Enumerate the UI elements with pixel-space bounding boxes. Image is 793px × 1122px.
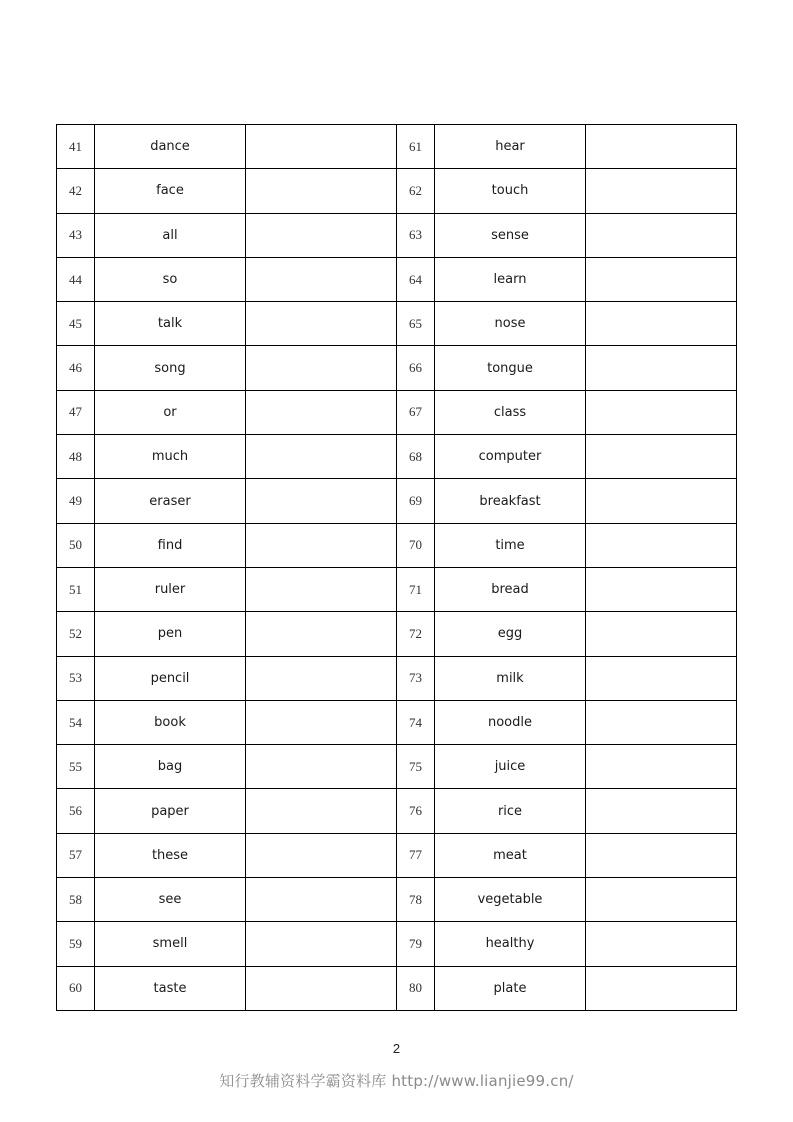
vocabulary-word: breakfast — [435, 479, 586, 523]
answer-blank — [246, 745, 397, 789]
answer-blank — [586, 656, 737, 700]
answer-blank — [246, 479, 397, 523]
table-row — [57, 612, 737, 656]
item-number: 72 — [397, 612, 435, 656]
table-row — [57, 878, 737, 922]
vocabulary-word: so — [95, 257, 246, 301]
answer-blank — [586, 745, 737, 789]
item-number: 66 — [397, 346, 435, 390]
vocabulary-word: face — [95, 169, 246, 213]
answer-blank — [586, 125, 737, 169]
item-number: 59 — [57, 922, 95, 966]
vocabulary-word: computer — [435, 435, 586, 479]
answer-blank — [586, 213, 737, 257]
answer-blank — [246, 125, 397, 169]
table-row — [57, 435, 737, 479]
answer-blank — [586, 833, 737, 877]
item-number: 55 — [57, 745, 95, 789]
answer-blank — [586, 479, 737, 523]
vocabulary-word: paper — [95, 789, 246, 833]
answer-blank — [246, 656, 397, 700]
answer-blank — [246, 257, 397, 301]
answer-blank — [586, 700, 737, 744]
item-number: 45 — [57, 302, 95, 346]
answer-blank — [586, 435, 737, 479]
item-number: 67 — [397, 390, 435, 434]
item-number: 41 — [57, 125, 95, 169]
item-number: 52 — [57, 612, 95, 656]
vocabulary-word: milk — [435, 656, 586, 700]
item-number: 50 — [57, 523, 95, 567]
table-row — [57, 567, 737, 611]
item-number: 68 — [397, 435, 435, 479]
item-number: 71 — [397, 567, 435, 611]
vocabulary-word: touch — [435, 169, 586, 213]
answer-blank — [586, 878, 737, 922]
answer-blank — [586, 567, 737, 611]
vocabulary-word: class — [435, 390, 586, 434]
vocabulary-word: egg — [435, 612, 586, 656]
vocabulary-word: all — [95, 213, 246, 257]
answer-blank — [246, 878, 397, 922]
answer-blank — [246, 612, 397, 656]
vocabulary-word: eraser — [95, 479, 246, 523]
item-number: 79 — [397, 922, 435, 966]
table-row — [57, 833, 737, 877]
vocabulary-word: sense — [435, 213, 586, 257]
item-number: 80 — [397, 966, 435, 1010]
item-number: 64 — [397, 257, 435, 301]
vocabulary-word: talk — [95, 302, 246, 346]
answer-blank — [586, 922, 737, 966]
answer-blank — [246, 523, 397, 567]
vocabulary-word: time — [435, 523, 586, 567]
item-number: 60 — [57, 966, 95, 1010]
vocabulary-word: nose — [435, 302, 586, 346]
table-row — [57, 656, 737, 700]
vocabulary-word: taste — [95, 966, 246, 1010]
answer-blank — [246, 435, 397, 479]
item-number: 46 — [57, 346, 95, 390]
item-number: 63 — [397, 213, 435, 257]
item-number: 77 — [397, 833, 435, 877]
answer-blank — [246, 302, 397, 346]
vocabulary-word: smell — [95, 922, 246, 966]
vocabulary-word: these — [95, 833, 246, 877]
item-number: 42 — [57, 169, 95, 213]
answer-blank — [246, 213, 397, 257]
vocabulary-word: see — [95, 878, 246, 922]
table-row — [57, 479, 737, 523]
vocabulary-word: dance — [95, 125, 246, 169]
item-number: 76 — [397, 789, 435, 833]
table-row — [57, 789, 737, 833]
vocabulary-word: bag — [95, 745, 246, 789]
item-number: 57 — [57, 833, 95, 877]
item-number: 78 — [397, 878, 435, 922]
answer-blank — [246, 966, 397, 1010]
vocabulary-word: healthy — [435, 922, 586, 966]
answer-blank — [246, 346, 397, 390]
item-number: 54 — [57, 700, 95, 744]
vocabulary-table-body — [57, 125, 737, 1011]
item-number: 44 — [57, 257, 95, 301]
vocabulary-word: tongue — [435, 346, 586, 390]
vocabulary-word: pencil — [95, 656, 246, 700]
table-row — [57, 257, 737, 301]
item-number: 49 — [57, 479, 95, 523]
vocabulary-word: find — [95, 523, 246, 567]
item-number: 48 — [57, 435, 95, 479]
answer-blank — [586, 612, 737, 656]
table-row — [57, 346, 737, 390]
vocabulary-word: book — [95, 700, 246, 744]
item-number: 56 — [57, 789, 95, 833]
answer-blank — [246, 567, 397, 611]
answer-blank — [246, 169, 397, 213]
vocabulary-word: noodle — [435, 700, 586, 744]
item-number: 51 — [57, 567, 95, 611]
item-number: 74 — [397, 700, 435, 744]
vocabulary-word: ruler — [95, 567, 246, 611]
vocabulary-word: vegetable — [435, 878, 586, 922]
vocabulary-word: juice — [435, 745, 586, 789]
table-row — [57, 213, 737, 257]
vocabulary-word: song — [95, 346, 246, 390]
vocabulary-word: plate — [435, 966, 586, 1010]
vocabulary-word: pen — [95, 612, 246, 656]
item-number: 53 — [57, 656, 95, 700]
answer-blank — [586, 523, 737, 567]
answer-blank — [586, 390, 737, 434]
item-number: 73 — [397, 656, 435, 700]
answer-blank — [586, 169, 737, 213]
table-row — [57, 922, 737, 966]
answer-blank — [246, 789, 397, 833]
vocabulary-word: meat — [435, 833, 586, 877]
item-number: 58 — [57, 878, 95, 922]
item-number: 75 — [397, 745, 435, 789]
table-row — [57, 745, 737, 789]
vocabulary-word: bread — [435, 567, 586, 611]
answer-blank — [586, 302, 737, 346]
answer-blank — [246, 390, 397, 434]
page-number: 2 — [392, 1041, 401, 1056]
answer-blank — [246, 833, 397, 877]
answer-blank — [246, 700, 397, 744]
table-row — [57, 125, 737, 169]
answer-blank — [586, 346, 737, 390]
item-number: 61 — [397, 125, 435, 169]
vocabulary-word: learn — [435, 257, 586, 301]
vocabulary-word: much — [95, 435, 246, 479]
item-number: 65 — [397, 302, 435, 346]
vocabulary-word: rice — [435, 789, 586, 833]
answer-blank — [586, 789, 737, 833]
vocabulary-table — [56, 124, 737, 1011]
item-number: 70 — [397, 523, 435, 567]
item-number: 47 — [57, 390, 95, 434]
answer-blank — [586, 966, 737, 1010]
item-number: 62 — [397, 169, 435, 213]
table-row — [57, 169, 737, 213]
item-number: 69 — [397, 479, 435, 523]
vocabulary-word: or — [95, 390, 246, 434]
vocabulary-word: hear — [435, 125, 586, 169]
footer-watermark: 知行教辅资料学霸资料库 http://www.lianjie99.cn/ — [219, 1072, 574, 1090]
table-row — [57, 523, 737, 567]
answer-blank — [586, 257, 737, 301]
table-row — [57, 390, 737, 434]
table-row — [57, 302, 737, 346]
table-row — [57, 966, 737, 1010]
table-row — [57, 700, 737, 744]
item-number: 43 — [57, 213, 95, 257]
answer-blank — [246, 922, 397, 966]
